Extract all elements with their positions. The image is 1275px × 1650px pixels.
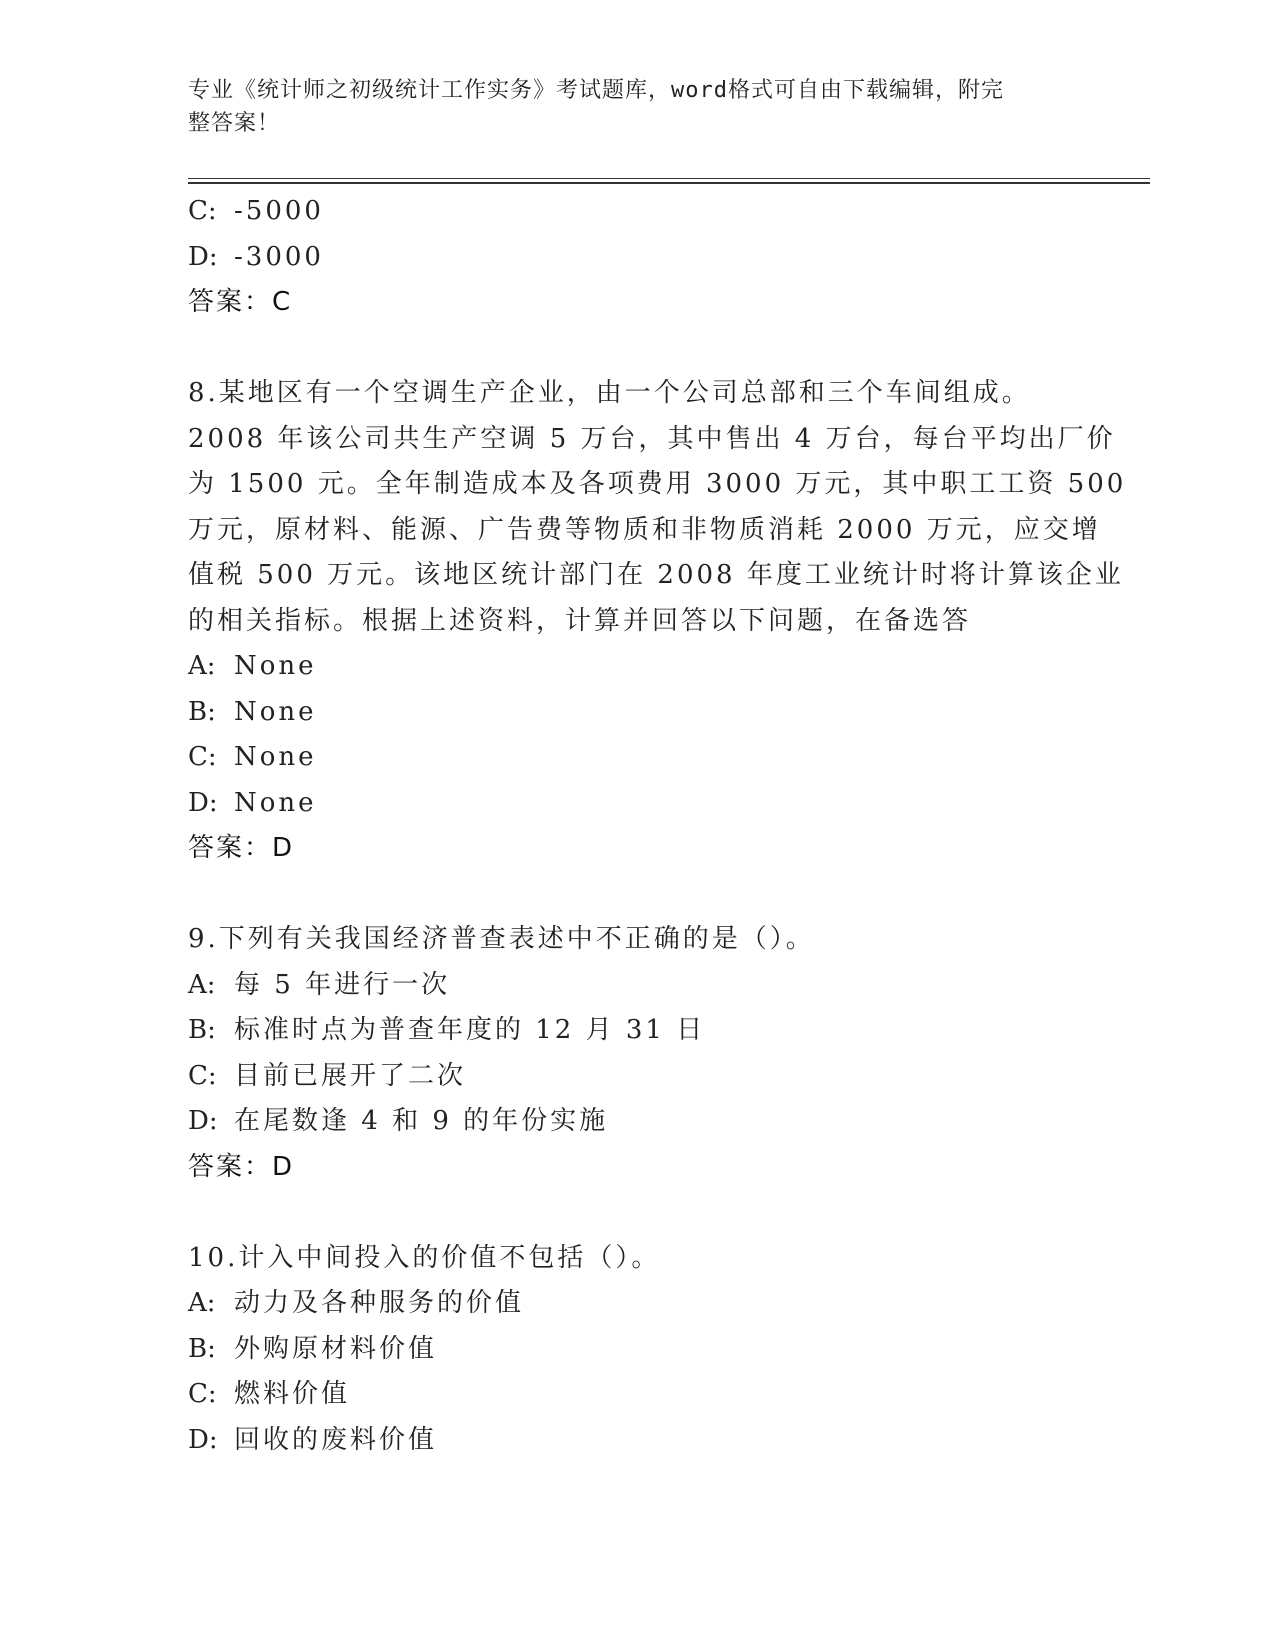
option-label: A: [188,651,216,681]
document-header [188,74,1068,140]
option-text: -5000 [234,196,324,226]
option-text: 标准时点为普查年度的 12 月 31 日 [234,1015,706,1045]
q7-option-c [188,189,1088,235]
option-label: B: [188,1333,216,1364]
header-divider-bottom [188,182,1150,184]
q9-question: 9.下列有关我国经济普查表述中不正确的是（）。 [188,924,815,954]
option-text: None [234,787,317,818]
option-text: None [234,696,317,727]
header-line-2: 整答案！ [188,111,281,136]
option-label: D: [188,787,218,818]
q8-question-line: 万元，原材料、能源、广告费等物质和非物质消耗 2000 万元，应交增 [188,514,1101,545]
q8-question-line: 为 1500 元。全年制造成本及各项费用 3000 万元，其中职工工资 500 [188,469,1127,499]
option-label: D: [188,1424,218,1455]
option-text: 燃料价值 [234,1379,351,1409]
q7-option-d [188,235,1088,281]
option-text: 在尾数逢 4 和 9 的年份实施 [234,1106,609,1136]
header-line-1: 专业《统计师之初级统计工作实务》考试题库，word格式可自由下载编辑，附完 [188,78,1004,103]
q7-answer: 答案：C [188,287,293,317]
q10-question: 10.计入中间投入的价值不包括（）。 [188,1242,661,1273]
option-label: A: [188,1288,216,1318]
q10-option-c [188,1372,1088,1418]
option-text: 外购原材料价值 [234,1333,438,1364]
spacer [188,326,1088,372]
option-text: 动力及各种服务的价值 [234,1288,525,1318]
option-text: None [234,742,317,772]
q10-option-a [188,1281,1088,1327]
document-body [188,189,1127,1463]
option-label: D: [188,1106,218,1136]
option-label: A: [188,969,216,1000]
q8-question-line: 值税 500 万元。该地区统计部门在 2008 年度工业统计时将计算该企业 [188,560,1124,590]
q8-answer: 答案：D [188,833,295,863]
option-label: C: [188,196,217,226]
q9-option-b [188,1008,1088,1054]
q8-question-line: 8.某地区有一个空调生产企业，由一个公司总部和三个车间组成。 [188,378,1031,408]
option-text: 每 5 年进行一次 [234,969,451,1000]
q10-option-d [188,1418,1088,1464]
option-text: 回收的废料价值 [234,1424,438,1455]
q8-question-line: 2008 年该公司共生产空调 5 万台，其中售出 4 万台，每台平均出厂价 [188,423,1116,454]
option-label: B: [188,1015,216,1045]
q9-option-a [188,963,1088,1009]
option-label: C: [188,1060,217,1091]
q9-answer: 答案：D [188,1151,295,1182]
q10-option-b [188,1327,1088,1373]
q8-question [188,371,1127,644]
q8-option-a [188,644,1088,690]
option-text: 目前已展开了二次 [234,1060,467,1091]
option-label: B: [188,696,216,727]
q8-option-d [188,781,1088,827]
spacer [188,872,1088,918]
q8-question-line: 的相关指标。根据上述资料，计算并回答以下问题，在备选答 [188,605,972,636]
option-label: C: [188,742,217,772]
option-text: -3000 [234,241,324,272]
option-text: None [234,651,317,681]
header-divider-top [188,178,1150,179]
q9-option-c [188,1054,1088,1100]
option-label: D: [188,241,218,272]
q8-option-b [188,690,1088,736]
spacer [188,1190,1088,1236]
q9-option-d [188,1099,1088,1145]
option-label: C: [188,1379,217,1409]
q8-option-c [188,735,1088,781]
